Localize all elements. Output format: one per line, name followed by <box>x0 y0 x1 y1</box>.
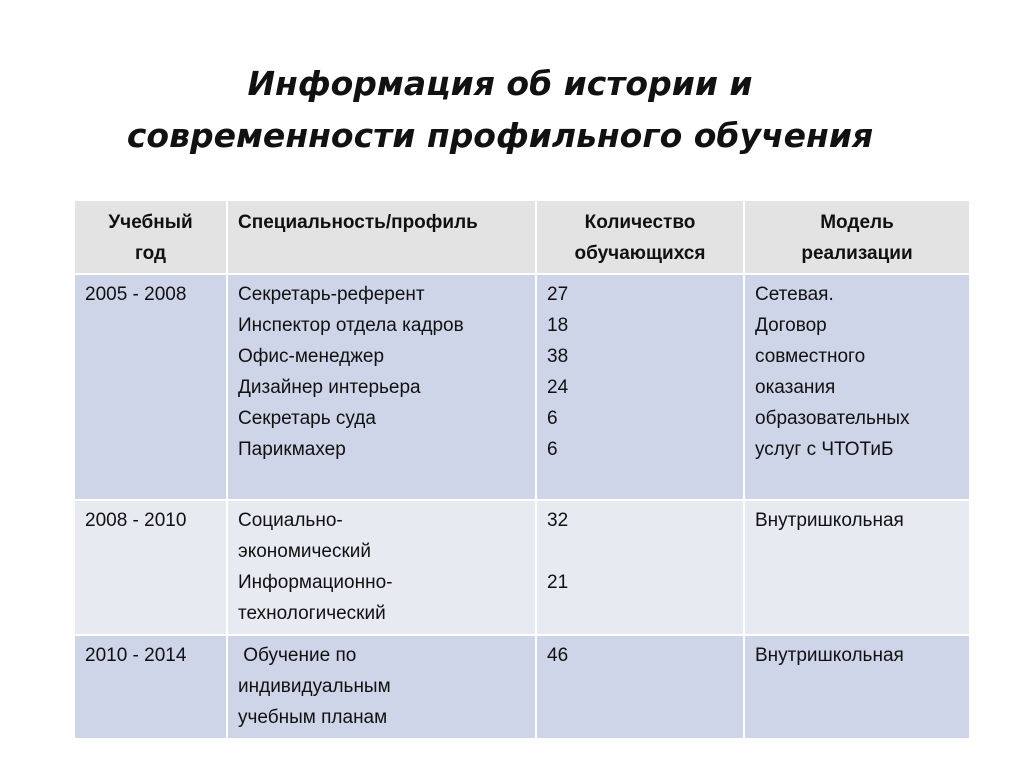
specialty-line: Инспектор отдела кадров <box>238 315 464 336</box>
cell-model: Внутришкольная <box>744 635 970 739</box>
count-line: 21 <box>547 572 569 593</box>
slide-title <box>0 58 1000 162</box>
model-line: Сетевая. <box>755 284 834 305</box>
header-count <box>536 200 744 274</box>
cell-specialty <box>227 274 536 500</box>
cell-count <box>536 274 744 500</box>
count-spacer <box>547 536 733 567</box>
specialty-line: Секретарь суда <box>238 408 376 429</box>
header-specialty <box>227 200 536 274</box>
specialty-line: Дизайнер интерьера <box>238 377 421 398</box>
header-model-line: реализации <box>801 243 913 264</box>
cell-specialty <box>227 500 536 635</box>
cell-model: Внутришкольная <box>744 500 970 635</box>
specialty-line: учебным планам <box>238 707 388 728</box>
header-count-line: обучающихся <box>574 243 706 264</box>
cell-count: 46 <box>536 635 744 739</box>
header-count-line: Количество <box>584 212 696 233</box>
cell-specialty <box>227 635 536 739</box>
count-line: 32 <box>547 510 569 531</box>
count-line: 18 <box>547 315 569 336</box>
specialty-line: Офис-менеджер <box>238 346 385 367</box>
count-line: 24 <box>547 377 569 398</box>
specialty-line: Парикмахер <box>238 439 346 460</box>
title-line-1: Информация об истории и <box>247 64 753 103</box>
count-line: 38 <box>547 346 569 367</box>
table-row <box>74 500 970 635</box>
header-specialty-label: Специальность/профиль <box>238 212 478 233</box>
cell-year: 2005 - 2008 <box>74 274 227 500</box>
cell-model <box>744 274 970 500</box>
count-line: 27 <box>547 284 569 305</box>
specialty-line: Обучение по <box>238 645 357 666</box>
history-table <box>73 199 971 740</box>
title-line-2: современности профильного обучения <box>126 116 874 155</box>
header-year-line: год <box>134 243 167 264</box>
specialty-line: экономический <box>238 541 372 562</box>
header-year <box>74 200 227 274</box>
model-line: оказания <box>755 377 836 398</box>
header-model-line: Модель <box>820 212 894 233</box>
table-row <box>74 635 970 739</box>
specialty-line: Социально- <box>238 510 343 531</box>
specialty-line: Секретарь-референт <box>238 284 425 305</box>
specialty-line: технологический <box>238 603 386 624</box>
specialty-line: индивидуальным <box>238 676 391 697</box>
cell-count <box>536 500 744 635</box>
table-row <box>74 274 970 500</box>
header-year-line: Учебный <box>108 212 193 233</box>
model-line: Договор <box>755 315 827 336</box>
count-line: 6 <box>547 439 558 460</box>
model-line: образовательных <box>755 408 910 429</box>
model-line: совместного <box>755 346 866 367</box>
cell-year: 2010 - 2014 <box>74 635 227 739</box>
specialty-line: Информационно- <box>238 572 393 593</box>
cell-year: 2008 - 2010 <box>74 500 227 635</box>
table-header-row <box>74 200 970 274</box>
count-line: 6 <box>547 408 558 429</box>
model-line: услуг с ЧТОТиБ <box>755 439 894 460</box>
header-model <box>744 200 970 274</box>
